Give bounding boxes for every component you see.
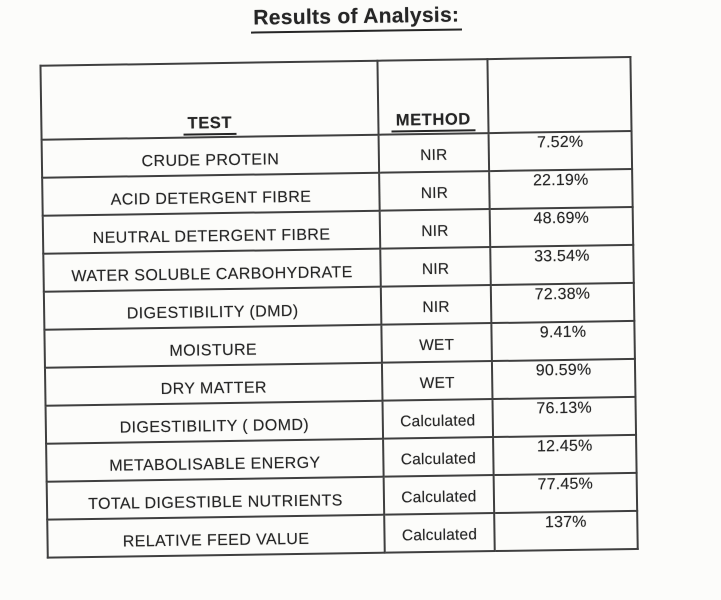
header-test <box>40 61 378 140</box>
value-cell: 22.19% <box>489 169 633 209</box>
method-cell: WET <box>381 323 492 363</box>
value-cell: 12.45% <box>493 435 637 475</box>
test-name-cell: DIGESTIBILITY ( DOMD) <box>46 401 384 444</box>
value-cell: 9.41% <box>491 321 635 361</box>
method-cell: NIR <box>379 133 490 173</box>
test-name-cell: CRUDE PROTEIN <box>42 135 380 178</box>
test-name-cell: METABOLISABLE ENERGY <box>46 439 384 482</box>
method-cell: NIR <box>381 285 492 325</box>
method-cell: NIR <box>379 171 490 211</box>
test-name-cell: ACID DETERGENT FIBRE <box>42 173 380 216</box>
header-method <box>377 59 488 135</box>
test-name-cell: RELATIVE FEED VALUE <box>47 515 385 558</box>
value-cell: 72.38% <box>491 283 635 323</box>
method-cell: Calculated <box>382 399 493 439</box>
results-table <box>39 56 638 559</box>
test-name-cell: MOISTURE <box>44 325 382 368</box>
test-name-cell: WATER SOLUBLE CARBOHYDRATE <box>43 249 381 292</box>
table-header <box>40 57 631 140</box>
method-cell: WET <box>382 361 493 401</box>
value-cell: 90.59% <box>492 359 636 399</box>
header-value <box>487 57 631 133</box>
value-cell: 77.45% <box>494 473 638 513</box>
document-title-text: Results of Analysis: <box>250 3 462 33</box>
method-cell: NIR <box>380 209 491 249</box>
table-body <box>42 131 638 558</box>
value-cell: 137% <box>494 511 638 551</box>
test-name-cell: NEUTRAL DETERGENT FIBRE <box>43 211 381 254</box>
table-header-row <box>40 57 631 140</box>
test-name-cell: DRY MATTER <box>45 363 383 406</box>
value-cell: 76.13% <box>492 397 636 437</box>
value-cell: 7.52% <box>489 131 633 171</box>
header-method-label: METHOD <box>392 110 475 132</box>
value-cell: 48.69% <box>490 207 634 247</box>
table-row <box>47 511 637 558</box>
test-name-cell: DIGESTIBILITY (DMD) <box>44 287 382 330</box>
method-cell: NIR <box>380 247 491 287</box>
method-cell: Calculated <box>384 475 495 515</box>
method-cell: Calculated <box>384 513 495 553</box>
method-cell: Calculated <box>383 437 494 477</box>
test-name-cell: TOTAL DIGESTIBLE NUTRIENTS <box>47 477 385 520</box>
value-cell: 33.54% <box>490 245 634 285</box>
document-title <box>0 0 717 37</box>
header-test-label: TEST <box>183 114 236 136</box>
